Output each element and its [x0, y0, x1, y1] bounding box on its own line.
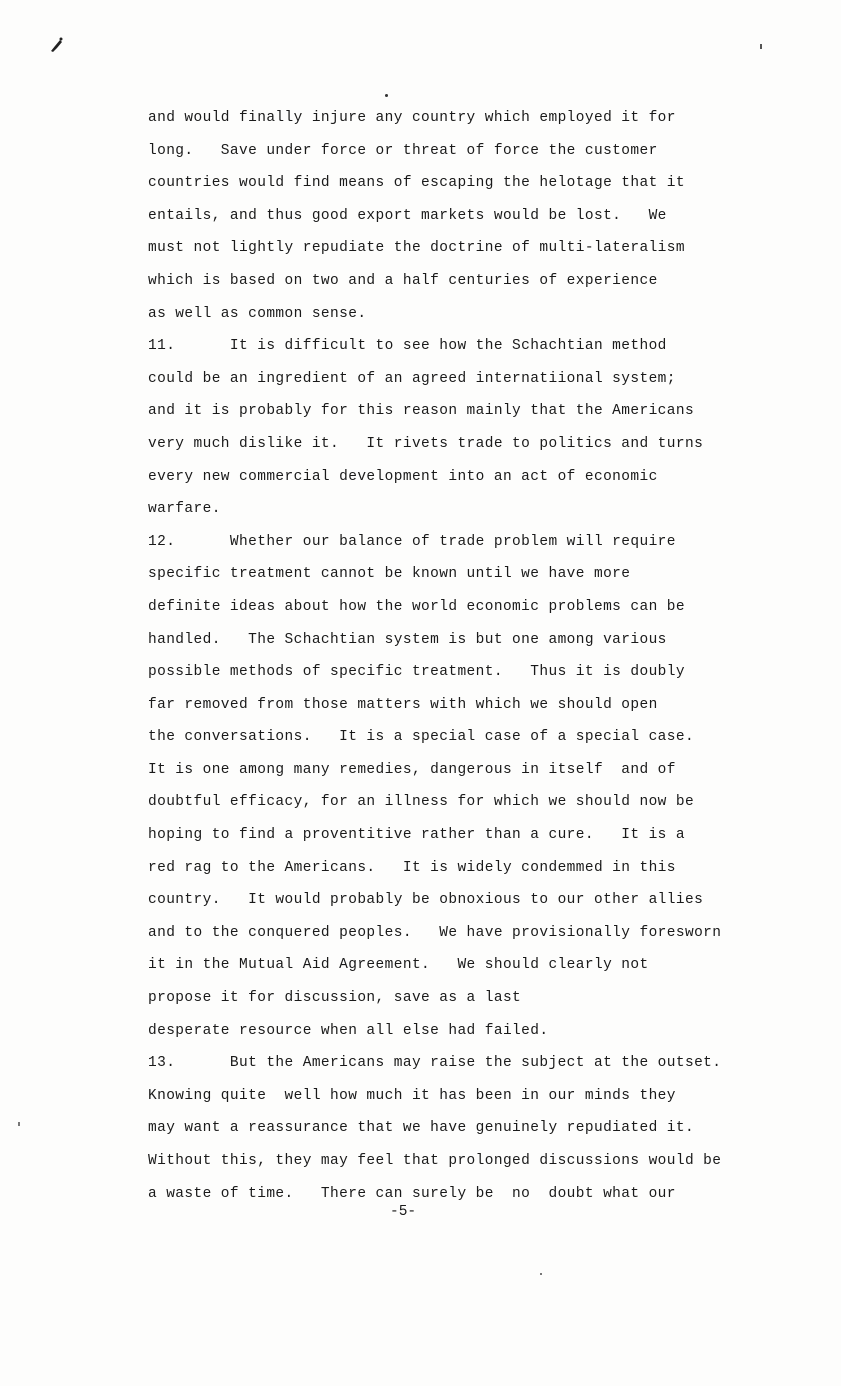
text-line: could be an ingredient of an agreed internatiional system; — [148, 370, 676, 387]
text-line: entails, and thus good export markets would be lost. We — [148, 207, 667, 224]
text-line: very much dislike it. It rivets trade to politics and turns — [148, 435, 704, 452]
text-line: red rag to the Americans. It is widely condemmed in this — [148, 859, 676, 876]
text-line: desperate resource when all else had failed. — [148, 1022, 549, 1039]
speck — [18, 1122, 20, 1126]
text-line: and it is probably for this reason mainly that the Americans — [148, 403, 695, 420]
speck — [385, 94, 388, 97]
text-line: doubtful efficacy, for an illness for which we should now be — [148, 794, 695, 811]
text-line: may want a reassurance that we have genuinely repudiated it. — [148, 1120, 695, 1137]
text-line: Knowing quite well how much it has been in our minds they — [148, 1087, 676, 1104]
text-line: 11. It is difficult to see how the Schachtian method — [148, 338, 667, 355]
text-line: possible methods of specific treatment. Thus it is doubly — [148, 664, 685, 681]
text-line: warfare. — [148, 501, 221, 518]
text-line: the conversations. It is a special case of a special case. — [148, 729, 695, 746]
text-line: countries would find means of escaping the helotage that it — [148, 175, 685, 192]
speck — [540, 1273, 542, 1275]
text-line: it in the Mutual Aid Agreement. We should clearly not — [148, 957, 649, 974]
text-line: far removed from those matters with which we should open — [148, 696, 658, 713]
text-line: every new commercial development into an act of economic — [148, 468, 658, 485]
text-line: and to the conquered peoples. We have provisionally foresworn — [148, 924, 722, 941]
text-line: 12. Whether our balance of trade problem will require — [148, 533, 676, 550]
page-number: -5- — [390, 1204, 417, 1220]
text-line: handled. The Schachtian system is but one among various — [148, 631, 667, 648]
text-line: propose it for discussion, save as a last — [148, 990, 522, 1007]
typed-text-body — [148, 102, 788, 1210]
text-line: Without this, they may feel that prolonged discussions would be — [148, 1153, 722, 1169]
text-line: definite ideas about how the world economic problems can be — [148, 598, 685, 615]
text-line: country. It would probably be obnoxious to our other allies — [148, 892, 704, 909]
text-line: It is one among many remedies, dangerous in itself and of — [148, 761, 676, 778]
speck — [760, 44, 762, 49]
text-line: must not lightly repudiate the doctrine of multi-lateralism — [148, 240, 685, 257]
ink-blot-icon — [48, 36, 66, 54]
text-line: which is based on two and a half centuries of experience — [148, 272, 658, 289]
text-line: 13. But the Americans may raise the subject at the outset. — [148, 1055, 722, 1072]
text-line: specific treatment cannot be known until we have more — [148, 566, 631, 583]
text-line: and would finally injure any country which employed it for — [148, 110, 676, 126]
text-line: as well as common sense. — [148, 305, 367, 322]
text-line: long. Save under force or threat of force the customer — [148, 142, 658, 159]
text-line: a waste of time. There can surely be no doubt what our — [148, 1185, 676, 1202]
text-line: hoping to find a proventitive rather than a cure. It is a — [148, 827, 685, 844]
